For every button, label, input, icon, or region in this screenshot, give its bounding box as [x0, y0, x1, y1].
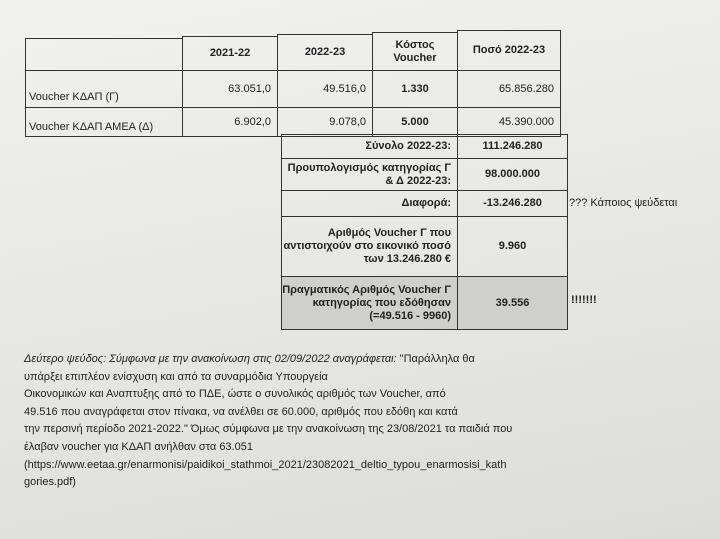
- summary-budget-value: 98.000.000: [457, 158, 568, 191]
- paragraph-line-4: 49.516 που αναγράφεται στον πίνακα, να ανέλθει σε 60.000, αριθμός που εδόθη και κατά: [24, 405, 458, 418]
- paragraph-line-1: [24, 351, 584, 369]
- row1-voucher-cost: 1.330: [372, 70, 458, 108]
- real-vouchers-side-note: !!!!!!!: [571, 294, 597, 306]
- paragraph-quote-start: "Παράλληλα θα: [396, 353, 475, 365]
- row-label-kdap: Voucher ΚΔΑΠ (Γ): [25, 70, 183, 108]
- summary-difference-value: -13.246.280: [457, 190, 568, 217]
- summary-real-vouchers-label: Πραγματικός Αριθμός Voucher Γ κατηγορίας που εδόθησαν (=49.516 - 9960): [281, 276, 458, 330]
- paragraph-line-5: την περσινή περίοδο 2021-2022." Όμως σύμφωνα με την ανακοίνωση της 23/08/2021 τα παιδιά που: [24, 423, 513, 436]
- summary-total-label: Σύνολο 2022-23:: [281, 134, 458, 159]
- paragraph-line-7: (https://www.eetaa.gr/enarmonisi/paidikoi_stathmoi_2021/23082021_deltio_typou_enarmosisi_kath: [24, 458, 507, 471]
- row2-value-2021-22: 6.902,0: [182, 107, 278, 137]
- header-amount-2022-23: Ποσό 2022-23: [457, 30, 561, 71]
- header-2022-23: 2022-23: [277, 34, 373, 71]
- paragraph-italic-intro: Δεύτερο ψεύδος: Σύμφωνα με την ανακοίνωση στις 02/09/2022 αναγράφεται:: [24, 353, 397, 365]
- row2-value-2022-23: 9.078,0: [277, 107, 373, 137]
- second-lie-paragraph: [24, 351, 584, 492]
- summary-budget-label: Προυπολογισμός κατηγορίας Γ & Δ 2022-23:: [281, 158, 458, 191]
- row1-value-2022-23: 49.516,0: [277, 70, 373, 108]
- row1-amount: 65.856.280: [457, 70, 561, 108]
- difference-side-note: ??? Κάποιος ψεύδεται: [569, 197, 678, 209]
- summary-total-value: 111.246.280: [457, 134, 568, 159]
- header-empty-cell: [25, 38, 183, 71]
- row-label-kdap-amea: Voucher ΚΔΑΠ ΑΜΕΑ (Δ): [25, 107, 183, 137]
- paragraph-line-8: gories.pdf): [24, 476, 76, 489]
- header-voucher-cost: Κόστος Voucher: [372, 32, 458, 71]
- row2-voucher-cost: 5.000: [372, 107, 458, 137]
- row1-value-2021-22: 63.051,0: [182, 70, 278, 108]
- paragraph-line-2: υπάρξει επιπλέον ενίσχυση και από τα συναρμόδια Υπουργεία: [24, 370, 328, 383]
- summary-real-vouchers-value: 39.556: [457, 276, 568, 330]
- paragraph-line-3: Οικονομικών και Αναπτυξης από το ΠΔΕ, ώστε ο συνολικός αριθμός των Voucher, από: [24, 388, 446, 401]
- summary-vouchers-value: 9.960: [457, 216, 568, 277]
- header-2021-22: 2021-22: [182, 36, 278, 71]
- paragraph-line-6: έλαβαν voucher για ΚΔΑΠ ανήλθαν στα 63.051: [24, 440, 253, 453]
- summary-difference-label: Διαφορά:: [281, 190, 458, 217]
- summary-vouchers-label: Αριθμός Voucher Γ που αντιστοιχούν στο εικονικό ποσό των 13.246.280 €: [281, 216, 458, 277]
- row2-amount: 45.390.000: [457, 107, 561, 137]
